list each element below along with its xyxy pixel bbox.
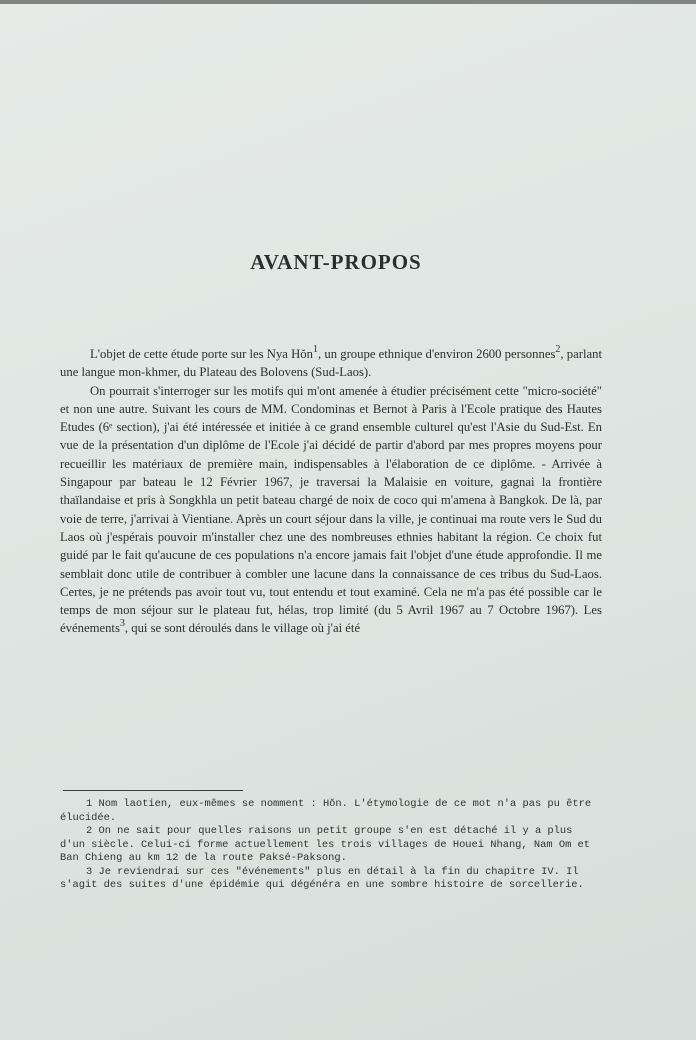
paragraph-intro-part-c: , parlant une langue mon-khmer, du Plateau des Bolovens (Sud-Laos). — [60, 347, 602, 380]
paragraph-motifs-part-a: On pourrait s'interroger sur les motifs qui m'ont amenée à étudier précisément cette "micro-société" et non une autre. Suivant les cours de MM. Condominas et Bernot à Paris à l'Ecole pratique des Hautes Etudes (6ᵉ section), j'ai été intéressée et initiée à ce grand ensemble culturel qu'est l'Asie du Sud-Est. En vue de la présentation d'un diplôme de l'Ecole j'ai décidé de partir d'abord par mes propres moyens pour recueillir les matériaux de première main, indispensables à l'élaboration de ce diplôme. - Arrivée à Singapour par bateau le 12 Février 1967, je traversai la Malaisie en voiture, gagnai la frontière thaïlandaise et pris à Songkhla un petit bateau chargé de noix de coco qui m'amena à Bangkok. De là, par voie de terre, j'arrivai à Vientiane. Après un court séjour dans la ville, je continuai ma route vers le Sud du Laos où j'espérais pouvoir m'installer chez une des nombreuses ethnies habitant la région. Ce choix fut guidé par le fait qu'aucune de ces populations n'a encore jamais fait l'objet d'une étude approfondie. Il me semblait donc utile de contribuer à combler une lacune dans la connaissance de ces tribus du Sud-Laos. Certes, je ne prétends pas avoir tout vu, tout entendu et tout examiné. Cela ne m'a pas été possible car le temps de mon séjour sur le plateau fut, hélas, trop limité (du 5 Avril 1967 au 7 Octobre 1967). Les événements — [60, 383, 602, 636]
paragraph-intro — [60, 345, 602, 382]
main-text — [60, 345, 602, 638]
footnote-separator — [63, 790, 243, 791]
paragraph-motifs — [60, 382, 602, 638]
footnote-2: 2 On ne sait pour quelles raisons un petit groupe s'en est détaché il y a plus d'un siècle. Celui-ci forme actuellement les trois villages de Houei Nhang, Nam Om et Ban Chieng au km 12 de la route Paksé-Paksong. — [60, 825, 591, 864]
paragraph-intro-part-a: L'objet de cette étude porte sur les Nya Hŏn — [90, 347, 313, 361]
paragraph-motifs-part-b: , qui se sont déroulés dans le village où j'ai été — [124, 621, 361, 636]
page-title: AVANT-PROPOS — [250, 250, 422, 275]
footnote-ref-1: 1 — [312, 344, 318, 355]
footnote-1: 1 Nom laotien, eux-mêmes se nomment : Hŏn. L'étymologie de ce mot n'a pas pu être élucidée. — [60, 798, 592, 824]
footnote-ref-2: 2 — [555, 344, 561, 355]
footnote-3: 3 Je reviendrai sur ces "événements" plus en détail à la fin du chapitre IV. Il s'agit des suites d'une épidémie qui dégénéra en une sombre histoire de sorcellerie. — [60, 865, 584, 891]
paragraph-intro-part-b: , un groupe ethnique d'environ 2600 personnes — [317, 347, 556, 361]
footnotes — [60, 798, 602, 893]
footnote-ref-3: 3 — [119, 618, 125, 630]
document-page — [0, 4, 696, 1040]
